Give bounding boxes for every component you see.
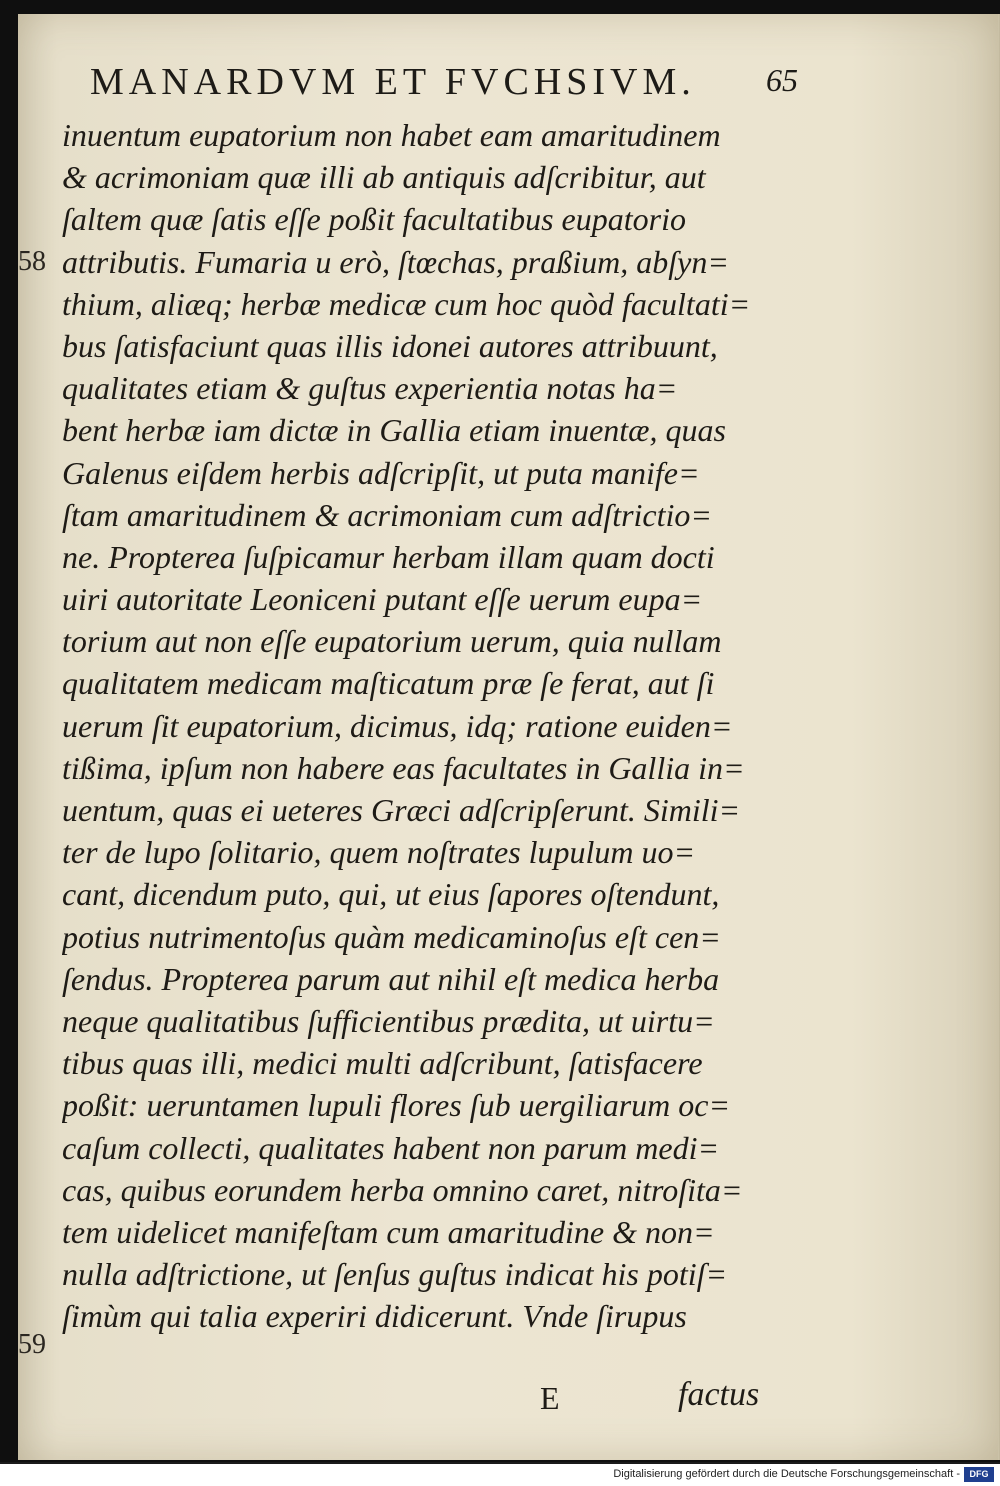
page-number: 65 xyxy=(766,62,798,98)
text-line: nulla adſtrictione, ut ſenſus guſtus indicat his potiſ= xyxy=(62,1256,728,1293)
text-line: ſimùm qui talia experiri didicerunt. Vnde ſirupus xyxy=(62,1298,687,1335)
text-line: potius nutrimentoſus quàm medicaminoſus eſt cen= xyxy=(62,918,721,955)
text-line: bus ſatisfaciunt quas illis idonei autores attribuunt, xyxy=(62,327,718,364)
text-line: ter de lupo ſolitario, quem noſtrates lupulum uo= xyxy=(62,834,696,871)
running-head: MANARDVM ET FVCHSIVM. xyxy=(90,61,696,103)
body-text xyxy=(62,114,782,1337)
dfg-logo: DFG xyxy=(964,1467,994,1482)
text-line: uiri autoritate Leoniceni putant eſſe uerum eupa= xyxy=(62,581,703,618)
text-line: caſum collecti, qualitates habent non parum medi= xyxy=(62,1129,720,1166)
text-line: qualitatem medicam maſticatum præ ſe ferat, aut ſi xyxy=(62,665,715,702)
text-line: ne. Propterea ſuſpicamur herbam illam quam docti xyxy=(62,538,715,575)
text-line: tem uidelicet manifeſtam cum amaritudine & non= xyxy=(62,1213,715,1250)
text-line: uerum ſit eupatorium, dicimus, idq; ratione euiden= xyxy=(62,707,733,744)
text-line: cant, dicendum puto, qui, ut eius ſapores oſtendunt, xyxy=(62,876,720,913)
footer-bar xyxy=(0,1464,1000,1486)
text-line: poßit: ueruntamen lupuli flores ſub uergiliarum oc= xyxy=(62,1087,731,1124)
footer-credit: Digitalisierung gefördert durch die Deutsche Forschungsgemeinschaft - xyxy=(613,1468,960,1480)
text-line: ſendus. Propterea parum aut nihil eſt medica herba xyxy=(62,960,720,997)
text-line: Galenus eiſdem herbis adſcripſit, ut puta manife= xyxy=(62,454,700,491)
text-line: qualitates etiam & guſtus experientia notas ha= xyxy=(62,370,678,407)
text-line: tißima, ipſum non habere eas facultates in Gallia in= xyxy=(62,749,745,786)
text-line: thium, aliæq; herbæ medicæ cum hoc quòd facultati= xyxy=(62,285,751,322)
text-line: & acrimoniam quæ illi ab antiquis adſcribitur, aut xyxy=(62,159,706,196)
text-line: ſaltem quæ ſatis eſſe poßit facultatibus eupatorio xyxy=(62,201,686,238)
signature-mark: E xyxy=(540,1380,560,1416)
text-line: attributis. Fumaria u erò, ſtœchas, praßium, abſyn= xyxy=(62,243,729,280)
margin-note-59: 59 xyxy=(18,1329,46,1360)
text-line: neque qualitatibus ſufficientibus prædita, ut uirtu= xyxy=(62,1002,715,1039)
margin-note-58: 58 xyxy=(18,246,46,277)
text-line: torium aut non eſſe eupatorium uerum, quia nullam xyxy=(62,623,722,660)
text-line: inuentum eupatorium non habet eam amaritudinem xyxy=(62,117,721,153)
text-line: cas, quibus eorundem herba omnino caret, nitroſita= xyxy=(62,1171,743,1208)
text-line: uentum, quas ei ueteres Græci adſcripſerunt. Simili= xyxy=(62,792,741,828)
text-line: ſtam amaritudinem & acrimoniam cum adſtrictio= xyxy=(62,496,712,533)
text-line: tibus quas illi, medici multi adſcribunt, ſatisfacere xyxy=(62,1045,703,1082)
text-line: bent herbæ iam dictæ in Gallia etiam inuentæ, quas xyxy=(62,412,726,449)
book-page xyxy=(18,14,998,1460)
catchword: factus xyxy=(678,1376,760,1413)
